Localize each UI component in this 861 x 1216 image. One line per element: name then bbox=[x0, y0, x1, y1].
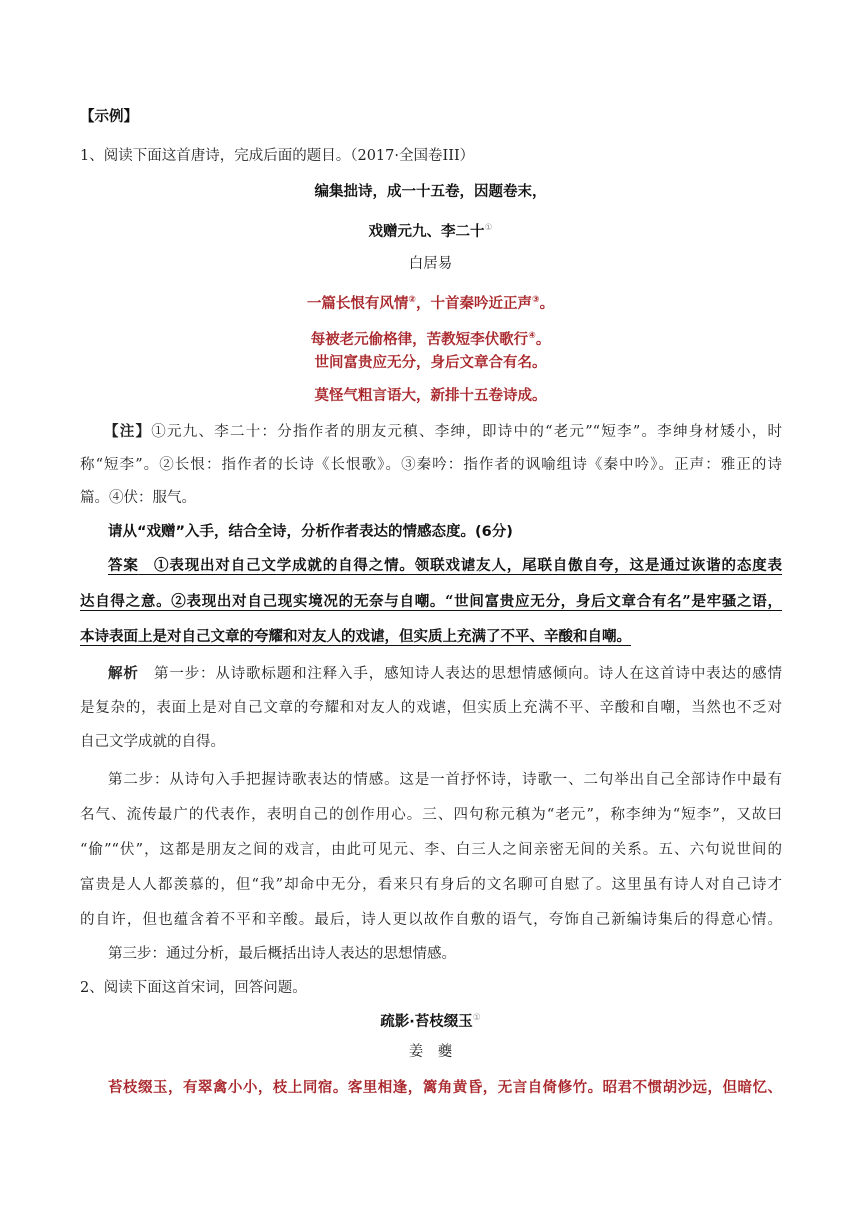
poem-author: 白居易 bbox=[408, 256, 453, 272]
notes-line-1: 【注】①元九、李二十：分指作者的朋友元稹、李绅，即诗中的“老元”“短李”。李绅身材矮小，时 bbox=[104, 424, 783, 440]
poem-2-title: 疏影·苔枝缀玉① bbox=[380, 1013, 481, 1030]
poem-2-line-1: 苔枝缀玉，有翠禽小小，枝上同宿。客里相逢，篱角黄昏，无言自倚修竹。昭君不惯胡沙远，但暗忆、 bbox=[108, 1080, 782, 1096]
poem-title-line-2: 戏赠元九、李二十① bbox=[368, 223, 493, 240]
question-1-task: 请从“戏赠”入手，结合全诗，分析作者表达的情感态度。(6分) bbox=[108, 524, 513, 540]
poem-line-4: 莫怪气粗言语大，新排十五卷诗成。 bbox=[314, 388, 547, 404]
poem-2-author: 姜 夔 bbox=[408, 1044, 453, 1060]
analysis-line-2: 是复杂的，表面上是对自己文章的夸耀和对友人的戏谑，但实质上充满不平、辛酸和自嘲，当然也不乏对 bbox=[80, 700, 782, 716]
analysis-p2-line-3: “偷”“伏”，这都是朋友之间的戏言，由此可见元、李、白三人之间亲密无间的关系。五、六句说世间的 bbox=[80, 842, 782, 858]
answer-line-2: 达自得之意。②表现出对自己现实境况的无奈与自嘲。“世间富贵应无分，身后文章合有名”是牢骚之语， bbox=[80, 593, 782, 610]
poem-line-2: 每被老元偷格律，苦教短李伏歌行④。 bbox=[310, 331, 551, 348]
poem-line-3: 世间富贵应无分，身后文章合有名。 bbox=[314, 355, 547, 371]
analysis-p2-line-1: 第二步：从诗句入手把握诗歌表达的情感。这是一首抒怀诗，诗歌一、二句举出自己全部诗作中最有 bbox=[108, 772, 782, 788]
analysis-line-1: 解析 第一步：从诗歌标题和注释入手，感知诗人表达的思想情感倾向。诗人在这首诗中表达的感情 bbox=[108, 666, 783, 682]
analysis-p2-line-4: 富贵是人人都羡慕的，但“我”却命中无分，看来只有身后的文名聊可自慰了。这里虽有诗人对自己诗才 bbox=[80, 877, 782, 893]
answer-line-3: 本诗表面上是对自己文章的夸耀和对友人的戏谑，但实质上充满了不平、辛酸和自嘲。 bbox=[80, 628, 631, 645]
analysis-p3: 第三步：通过分析，最后概括出诗人表达的思想情感。 bbox=[108, 946, 456, 962]
question-1-prompt: 1、阅读下面这首唐诗，完成后面的题目。（2017·全国卷III） bbox=[80, 148, 475, 164]
analysis-p2-line-5: 的自许，但也蕴含着不平和辛酸。最后，诗人更以故作自敷的语气，夸饰自己新编诗集后的得意心情。 bbox=[80, 912, 782, 928]
section-label: 【示例】 bbox=[80, 109, 138, 125]
notes-line-3: 篇。④伏：服气。 bbox=[80, 490, 196, 506]
question-2-prompt: 2、阅读下面这首宋词，回答问题。 bbox=[80, 980, 307, 996]
poem-line-1: 一篇长恨有风情②，十首秦吟近正声③。 bbox=[306, 295, 555, 312]
analysis-p2-line-2: 名气、流传最广的代表作，表明自己的创作用心。三、四句称元稹为“老元”，称李绅为“短李”，又故曰 bbox=[80, 807, 782, 823]
answer-line-1: 答案 ①表现出对自己文学成就的自得之情。领联戏谑友人，尾联自傲自夸，这是通过诙谐的态度表 bbox=[108, 557, 783, 574]
notes-line-2: 称“短李”。②长恨：指作者的长诗《长恨歌》。③秦吟：指作者的讽喻组诗《秦中吟》。正声：雅正的诗 bbox=[80, 457, 782, 473]
poem-title-line-1: 编集拙诗，成一十五卷，因题卷末， bbox=[314, 184, 547, 200]
analysis-line-3: 自己文学成就的自得。 bbox=[80, 734, 225, 750]
